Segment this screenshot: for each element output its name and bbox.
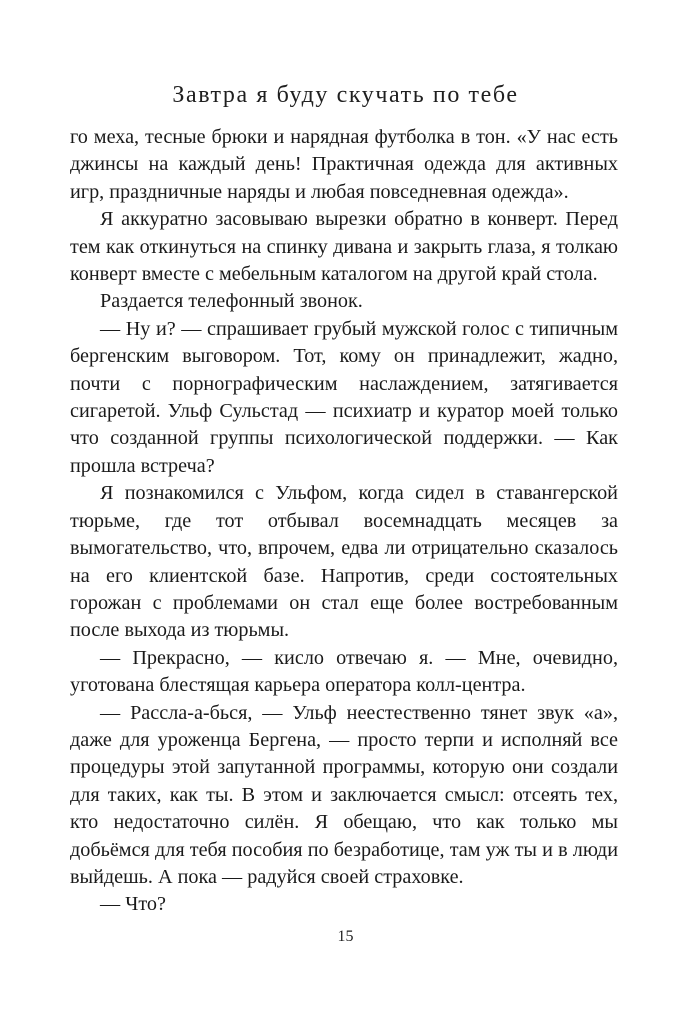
page-number: 15: [337, 928, 354, 945]
paragraph: — Рассла-а-бься, — Ульф неестественно тянет звук «а», даже для уроженца Бергена, — просто терпи и исполняй все процедуры этой запутанной программы, которую они создали для таких, как ты. В этом и заключается смысл: отсеять тех, кто недостаточно силён. Я обещаю, что как только мы добьёмся для тебя пособия по безработице, там уж ты и в люди выйдешь. А пока — радуйся своей страховке.: [70, 701, 618, 888]
paragraph: — Ну и? — спрашивает грубый мужской голос с типичным бергенским выговором. Тот, кому он принадлежит, жадно, почти с порнографическим наслаждением, затягивается сигаретой. Ульф Сульстад — психиатр и куратор моей только что созданной группы психологической поддержки. — Как прошла встреча?: [70, 317, 618, 477]
paragraph: — Прекрасно, — кисло отвечаю я. — Мне, очевидно, уготована блестящая карьера оператора колл-центра.: [70, 646, 618, 697]
paragraph: Я познакомился с Ульфом, когда сидел в ставангерской тюрьме, где тот отбывал восемнадцать месяцев за вымогательство, что, впрочем, едва ли отрицательно сказалось на его клиентской базе. Напротив, среди состоятельных горожан с проблемами он стал еще более востребованным после выхода из тюрьмы.: [70, 482, 618, 642]
running-head-title: Завтра я буду скучать по тебе: [172, 82, 519, 108]
paragraph: Я аккуратно засовываю вырезки обратно в конверт. Перед тем как откинуться на спинку дивана и закрыть глаза, я толкаю конверт вместе с мебельным каталогом на другой край стола.: [70, 208, 618, 286]
paragraph: Раздается телефонный звонок.: [100, 290, 363, 313]
body-text: [70, 124, 618, 919]
paragraph: — Что?: [100, 893, 166, 916]
paragraph-continued: го меха, тесные брюки и нарядная футболка в тон. «У нас есть джинсы на каждый день! Практичная одежда для активных игр, праздничные наряды и любая повседневная одежда».: [70, 126, 618, 203]
